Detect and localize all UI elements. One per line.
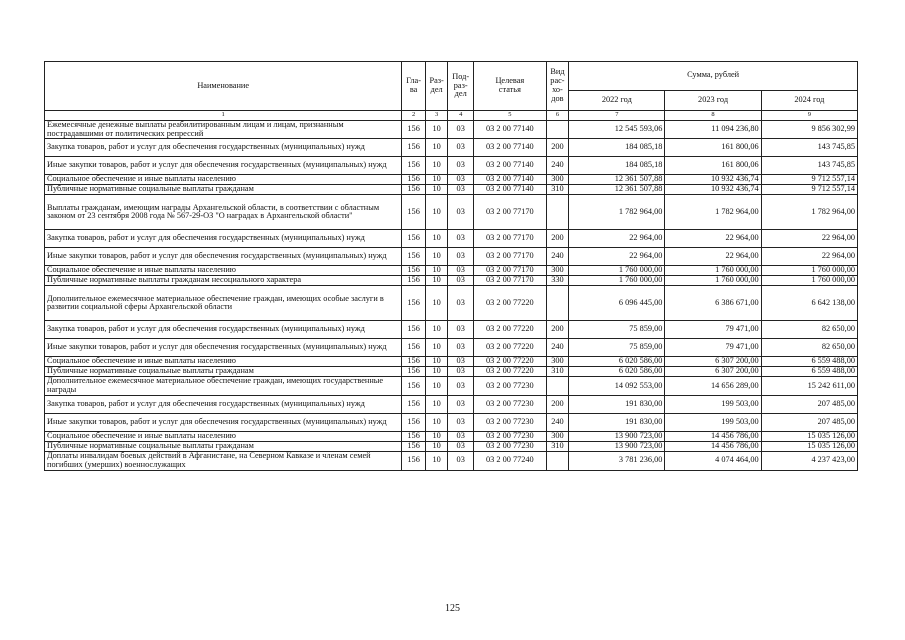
row-subsection: 03: [448, 451, 474, 470]
table-body: [45, 120, 858, 470]
row-section: 10: [425, 248, 448, 266]
page-number: 125: [445, 603, 460, 614]
row-name: Закупка товаров, работ и услуг для обеспечения государственных (муниципальных) нужд: [45, 139, 402, 157]
table-row: [45, 321, 858, 339]
row-amount-2023: 79 471,00: [665, 321, 761, 339]
row-target: 03 2 00 77230: [474, 431, 547, 441]
row-amount-2024: 207 485,00: [761, 395, 857, 413]
row-target: 03 2 00 77170: [474, 248, 547, 266]
header-chapter: Гла- ва: [402, 62, 426, 111]
row-target: 03 2 00 77220: [474, 286, 547, 321]
row-target: 03 2 00 77220: [474, 321, 547, 339]
column-number: 1: [45, 111, 402, 121]
row-name: Доплаты инвалидам боевых действий в Афганистане, на Северном Кавказе и членам семей погибших (умерших) военнослужащих: [45, 451, 402, 470]
column-number: 8: [665, 111, 761, 121]
row-section: 10: [425, 339, 448, 357]
header-subsection: Под- раз- дел: [448, 62, 474, 111]
row-subsection: 03: [448, 185, 474, 195]
row-section: 10: [425, 157, 448, 175]
row-section: 10: [425, 441, 448, 451]
row-name: Выплаты гражданам, имеющим награды Архангельской области, в соответствии с областным законом от 23 сентября 2008 года № 567-29-ОЗ "О наградах в Архангельской области": [45, 195, 402, 230]
row-amount-2024: 15 242 611,00: [761, 377, 857, 396]
column-number: 4: [448, 111, 474, 121]
table-row: [45, 230, 858, 248]
row-amount-2024: 22 964,00: [761, 248, 857, 266]
row-expense-type: 200: [546, 139, 569, 157]
row-target: 03 2 00 77230: [474, 395, 547, 413]
table-row: [45, 139, 858, 157]
row-amount-2022: 6 020 586,00: [569, 367, 665, 377]
row-subsection: 03: [448, 377, 474, 396]
row-chapter: 156: [402, 441, 426, 451]
row-chapter: 156: [402, 195, 426, 230]
row-subsection: 03: [448, 266, 474, 276]
row-subsection: 03: [448, 120, 474, 139]
row-chapter: 156: [402, 321, 426, 339]
row-amount-2023: 79 471,00: [665, 339, 761, 357]
row-chapter: 156: [402, 266, 426, 276]
row-name: Социальное обеспечение и иные выплаты населению: [45, 175, 402, 185]
row-amount-2024: 207 485,00: [761, 413, 857, 431]
table-row: [45, 157, 858, 175]
row-amount-2023: 10 932 436,74: [665, 185, 761, 195]
row-target: 03 2 00 77140: [474, 157, 547, 175]
row-name: Закупка товаров, работ и услуг для обеспечения государственных (муниципальных) нужд: [45, 395, 402, 413]
row-amount-2022: 184 085,18: [569, 157, 665, 175]
row-target: 03 2 00 77230: [474, 377, 547, 396]
row-expense-type: 200: [546, 230, 569, 248]
row-amount-2024: 9 712 557,14: [761, 175, 857, 185]
table-row: [45, 195, 858, 230]
row-expense-type: [546, 195, 569, 230]
table-row: [45, 266, 858, 276]
row-amount-2022: 13 900 723,00: [569, 431, 665, 441]
row-amount-2023: 199 503,00: [665, 413, 761, 431]
header-year-2022: 2022 год: [569, 90, 665, 110]
column-number: 9: [761, 111, 857, 121]
row-amount-2022: 1 760 000,00: [569, 276, 665, 286]
row-amount-2023: 1 760 000,00: [665, 266, 761, 276]
row-section: 10: [425, 451, 448, 470]
row-target: 03 2 00 77140: [474, 175, 547, 185]
table-row: [45, 339, 858, 357]
row-expense-type: [546, 377, 569, 396]
row-expense-type: 300: [546, 357, 569, 367]
row-expense-type: 310: [546, 441, 569, 451]
row-section: 10: [425, 276, 448, 286]
row-name: Закупка товаров, работ и услуг для обеспечения государственных (муниципальных) нужд: [45, 230, 402, 248]
table-row: [45, 248, 858, 266]
row-name: Закупка товаров, работ и услуг для обеспечения государственных (муниципальных) нужд: [45, 321, 402, 339]
row-name: Публичные нормативные социальные выплаты гражданам: [45, 185, 402, 195]
row-amount-2023: 1 760 000,00: [665, 276, 761, 286]
row-chapter: 156: [402, 157, 426, 175]
column-number: 6: [546, 111, 569, 121]
row-subsection: 03: [448, 357, 474, 367]
table-row: [45, 413, 858, 431]
row-subsection: 03: [448, 413, 474, 431]
row-chapter: 156: [402, 139, 426, 157]
row-target: 03 2 00 77170: [474, 230, 547, 248]
header-expense-type: Вид рас- хо- дов: [546, 62, 569, 111]
row-amount-2022: 14 092 553,00: [569, 377, 665, 396]
row-amount-2023: 14 656 289,00: [665, 377, 761, 396]
row-section: 10: [425, 195, 448, 230]
row-chapter: 156: [402, 339, 426, 357]
row-chapter: 156: [402, 286, 426, 321]
row-amount-2022: 191 830,00: [569, 395, 665, 413]
row-subsection: 03: [448, 276, 474, 286]
row-section: 10: [425, 286, 448, 321]
row-amount-2023: 11 094 236,80: [665, 120, 761, 139]
row-chapter: 156: [402, 185, 426, 195]
row-section: 10: [425, 357, 448, 367]
table-row: [45, 395, 858, 413]
row-amount-2024: 15 035 126,00: [761, 441, 857, 451]
row-subsection: 03: [448, 395, 474, 413]
header-year-2024: 2024 год: [761, 90, 857, 110]
row-name: Иные закупки товаров, работ и услуг для обеспечения государственных (муниципальных) нужд: [45, 413, 402, 431]
row-section: 10: [425, 321, 448, 339]
row-amount-2023: 6 307 200,00: [665, 357, 761, 367]
row-chapter: 156: [402, 451, 426, 470]
row-subsection: 03: [448, 286, 474, 321]
row-target: 03 2 00 77140: [474, 120, 547, 139]
row-amount-2024: 6 559 488,00: [761, 367, 857, 377]
row-section: 10: [425, 175, 448, 185]
row-name: Иные закупки товаров, работ и услуг для обеспечения государственных (муниципальных) нужд: [45, 157, 402, 175]
header-section: Раз- дел: [425, 62, 448, 111]
row-amount-2023: 22 964,00: [665, 248, 761, 266]
row-amount-2024: 6 559 488,00: [761, 357, 857, 367]
row-expense-type: 200: [546, 321, 569, 339]
row-amount-2022: 75 859,00: [569, 321, 665, 339]
row-target: 03 2 00 77220: [474, 339, 547, 357]
row-amount-2023: 161 800,06: [665, 157, 761, 175]
row-expense-type: 330: [546, 276, 569, 286]
row-amount-2022: 6 096 445,00: [569, 286, 665, 321]
row-subsection: 03: [448, 441, 474, 451]
row-section: 10: [425, 413, 448, 431]
row-section: 10: [425, 230, 448, 248]
header-sum: Сумма, рублей: [569, 62, 858, 91]
row-amount-2024: 143 745,85: [761, 157, 857, 175]
row-section: 10: [425, 139, 448, 157]
row-amount-2022: 1 760 000,00: [569, 266, 665, 276]
row-subsection: 03: [448, 139, 474, 157]
row-expense-type: [546, 120, 569, 139]
table-row: [45, 367, 858, 377]
row-expense-type: [546, 451, 569, 470]
row-amount-2024: 82 650,00: [761, 321, 857, 339]
column-number-row: [45, 111, 858, 121]
row-amount-2022: 12 545 593,06: [569, 120, 665, 139]
row-subsection: 03: [448, 175, 474, 185]
row-section: 10: [425, 377, 448, 396]
row-amount-2022: 1 782 964,00: [569, 195, 665, 230]
row-amount-2022: 22 964,00: [569, 248, 665, 266]
row-amount-2024: 82 650,00: [761, 339, 857, 357]
row-amount-2024: 4 237 423,00: [761, 451, 857, 470]
row-name: Дополнительное ежемесячное материальное обеспечение граждан, имеющих особые заслуги в развитии социальной сферы Архангельской области: [45, 286, 402, 321]
row-chapter: 156: [402, 357, 426, 367]
table-row: [45, 175, 858, 185]
row-subsection: 03: [448, 339, 474, 357]
row-amount-2023: 161 800,06: [665, 139, 761, 157]
row-section: 10: [425, 367, 448, 377]
column-number: 2: [402, 111, 426, 121]
row-subsection: 03: [448, 431, 474, 441]
row-name: Иные закупки товаров, работ и услуг для обеспечения государственных (муниципальных) нужд: [45, 248, 402, 266]
row-subsection: 03: [448, 157, 474, 175]
row-amount-2023: 14 456 786,00: [665, 431, 761, 441]
row-name: Публичные нормативные социальные выплаты гражданам: [45, 367, 402, 377]
row-chapter: 156: [402, 367, 426, 377]
row-target: 03 2 00 77230: [474, 413, 547, 431]
row-name: Иные закупки товаров, работ и услуг для обеспечения государственных (муниципальных) нужд: [45, 339, 402, 357]
row-chapter: 156: [402, 395, 426, 413]
column-number: 3: [425, 111, 448, 121]
row-name: Публичные нормативные социальные выплаты гражданам: [45, 441, 402, 451]
row-expense-type: 200: [546, 395, 569, 413]
row-amount-2022: 12 361 507,88: [569, 185, 665, 195]
row-subsection: 03: [448, 321, 474, 339]
row-amount-2023: 22 964,00: [665, 230, 761, 248]
row-expense-type: 300: [546, 266, 569, 276]
row-amount-2024: 15 035 126,00: [761, 431, 857, 441]
row-expense-type: 300: [546, 175, 569, 185]
row-amount-2024: 9 856 302,99: [761, 120, 857, 139]
row-expense-type: 310: [546, 367, 569, 377]
row-amount-2023: 6 386 671,00: [665, 286, 761, 321]
header-name: Наименование: [45, 62, 402, 111]
row-expense-type: [546, 286, 569, 321]
row-target: 03 2 00 77230: [474, 441, 547, 451]
row-expense-type: 240: [546, 413, 569, 431]
row-chapter: 156: [402, 230, 426, 248]
row-expense-type: 240: [546, 157, 569, 175]
row-amount-2024: 1 760 000,00: [761, 266, 857, 276]
row-amount-2024: 6 642 138,00: [761, 286, 857, 321]
row-subsection: 03: [448, 367, 474, 377]
row-name: Публичные нормативные выплаты гражданам несоциального характера: [45, 276, 402, 286]
row-chapter: 156: [402, 431, 426, 441]
row-amount-2022: 75 859,00: [569, 339, 665, 357]
column-number: 5: [474, 111, 547, 121]
row-expense-type: 300: [546, 431, 569, 441]
row-target: 03 2 00 77170: [474, 266, 547, 276]
row-name: Дополнительное ежемесячное материальное обеспечение граждан, имеющих государственные награды: [45, 377, 402, 396]
row-amount-2024: 9 712 557,14: [761, 185, 857, 195]
header-year-2023: 2023 год: [665, 90, 761, 110]
row-target: 03 2 00 77220: [474, 357, 547, 367]
row-expense-type: 240: [546, 248, 569, 266]
row-amount-2024: 1 760 000,00: [761, 276, 857, 286]
row-amount-2022: 191 830,00: [569, 413, 665, 431]
table-row: [45, 286, 858, 321]
row-chapter: 156: [402, 276, 426, 286]
row-amount-2022: 12 361 507,88: [569, 175, 665, 185]
row-amount-2023: 10 932 436,74: [665, 175, 761, 185]
table-row: [45, 120, 858, 139]
row-chapter: 156: [402, 413, 426, 431]
table-row: [45, 377, 858, 396]
row-target: 03 2 00 77140: [474, 185, 547, 195]
row-expense-type: 240: [546, 339, 569, 357]
row-amount-2024: 143 745,85: [761, 139, 857, 157]
row-target: 03 2 00 77240: [474, 451, 547, 470]
row-amount-2022: 22 964,00: [569, 230, 665, 248]
row-target: 03 2 00 77220: [474, 367, 547, 377]
row-amount-2022: 184 085,18: [569, 139, 665, 157]
row-amount-2023: 6 307 200,00: [665, 367, 761, 377]
row-name: Социальное обеспечение и иные выплаты населению: [45, 431, 402, 441]
row-amount-2023: 1 782 964,00: [665, 195, 761, 230]
row-amount-2022: 3 781 236,00: [569, 451, 665, 470]
row-chapter: 156: [402, 120, 426, 139]
row-section: 10: [425, 395, 448, 413]
row-name: Социальное обеспечение и иные выплаты населению: [45, 357, 402, 367]
table-row: [45, 451, 858, 470]
row-section: 10: [425, 185, 448, 195]
row-subsection: 03: [448, 248, 474, 266]
table-row: [45, 441, 858, 451]
row-section: 10: [425, 431, 448, 441]
row-name: Ежемесячные денежные выплаты реабилитированным лицам и лицам, признанным пострадавшими от политических репрессий: [45, 120, 402, 139]
row-subsection: 03: [448, 195, 474, 230]
row-target: 03 2 00 77170: [474, 195, 547, 230]
budget-table: [44, 61, 858, 471]
row-expense-type: 310: [546, 185, 569, 195]
row-amount-2024: 1 782 964,00: [761, 195, 857, 230]
row-chapter: 156: [402, 175, 426, 185]
table-row: [45, 431, 858, 441]
row-amount-2023: 199 503,00: [665, 395, 761, 413]
row-amount-2024: 22 964,00: [761, 230, 857, 248]
table-row: [45, 276, 858, 286]
column-number: 7: [569, 111, 665, 121]
row-chapter: 156: [402, 248, 426, 266]
row-amount-2023: 14 456 786,00: [665, 441, 761, 451]
row-name: Социальное обеспечение и иные выплаты населению: [45, 266, 402, 276]
row-amount-2022: 6 020 586,00: [569, 357, 665, 367]
header-target: Целевая статья: [474, 62, 547, 111]
row-section: 10: [425, 120, 448, 139]
table-row: [45, 357, 858, 367]
row-section: 10: [425, 266, 448, 276]
row-chapter: 156: [402, 377, 426, 396]
row-amount-2023: 4 074 464,00: [665, 451, 761, 470]
row-subsection: 03: [448, 230, 474, 248]
row-amount-2022: 13 900 723,00: [569, 441, 665, 451]
row-target: 03 2 00 77170: [474, 276, 547, 286]
row-target: 03 2 00 77140: [474, 139, 547, 157]
table-row: [45, 185, 858, 195]
